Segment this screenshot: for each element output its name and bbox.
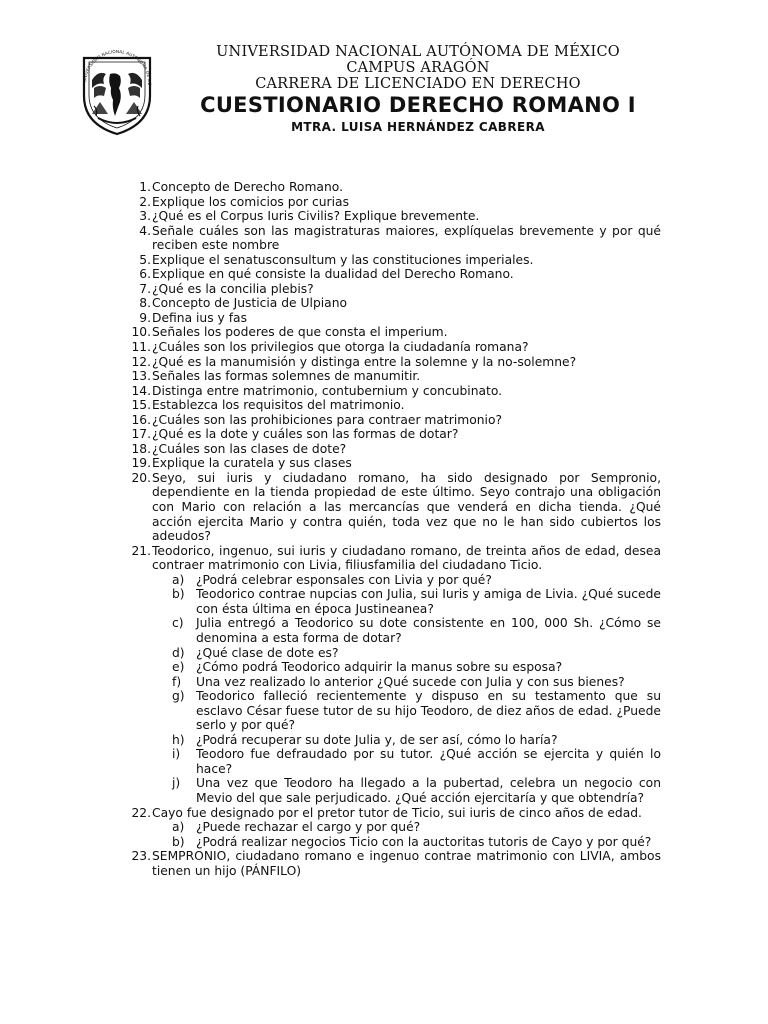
sub-question-label: d) (172, 645, 185, 660)
question-item (128, 195, 661, 210)
question-item (128, 282, 661, 297)
sub-question-list (152, 573, 661, 806)
question-item (128, 384, 661, 399)
question-text: Señales los poderes de que consta el imperium. (152, 325, 448, 340)
sub-question-text: Una vez que Teodoro ha llegado a la pubertad, celebra un negocio con Mevio del que sale perjudicado. ¿Qué acción ejercitaría y que obtendría? (196, 776, 661, 805)
question-item (128, 340, 661, 355)
sub-question-item (152, 733, 661, 748)
question-number: 15. (131, 398, 151, 413)
sub-question-text: Teodoro fue defraudado por su tutor. ¿Qué acción se ejercita y quién lo hace? (196, 747, 661, 776)
question-text: ¿Qué es la manumisión y distinga entre la solemne y la no-solemne? (152, 354, 577, 369)
question-text: Explique los comicios por curias (152, 194, 349, 209)
question-item (128, 413, 661, 428)
question-item (128, 471, 661, 544)
document-title: CUESTIONARIO DERECHO ROMANO I (200, 93, 636, 117)
svg-text:UNIVERSIDAD NACIONAL AUTÓNOMA: UNIVERSIDAD NACIONAL AUTÓNOMA DE MÉ (82, 48, 153, 86)
question-text: SEMPRONIO, ciudadano romano e ingenuo contrae matrimonio con LIVIA, ambos tienen un hijo (PÁNFILO) (152, 849, 661, 878)
question-number: 17. (131, 427, 151, 442)
question-text: ¿Cuáles son las clases de dote? (152, 441, 347, 456)
career-name: CARRERA DE LICENCIADO EN DERECHO (255, 76, 581, 92)
sub-question-item (152, 747, 661, 776)
question-item (128, 224, 661, 253)
sub-question-label: c) (172, 616, 184, 631)
question-text: Cayo fue designado por el pretor tutor de Ticio, sui iuris de cinco años de edad. (152, 805, 642, 820)
question-text: ¿Qué es el Corpus Iuris Civilis? Explique brevemente. (152, 209, 480, 224)
sub-question-text: ¿Cómo podrá Teodorico adquirir la manus sobre su esposa? (196, 660, 563, 675)
question-number: 14. (131, 383, 151, 398)
document-header (150, 44, 686, 135)
sub-question-item (152, 675, 661, 690)
question-number: 4. (139, 223, 151, 238)
sub-question-item (152, 820, 661, 835)
question-item (128, 267, 661, 282)
question-item (128, 806, 661, 850)
sub-question-text: ¿Podrá recuperar su dote Julia y, de ser así, cómo lo haría? (196, 732, 558, 747)
question-number: 20. (131, 470, 151, 485)
campus-name: CAMPUS ARAGÓN (346, 60, 490, 76)
question-item (128, 253, 661, 268)
sub-question-label: b) (172, 834, 185, 849)
teacher-name: MTRA. LUISA HERNÁNDEZ CABRERA (291, 120, 545, 134)
sub-question-label: h) (172, 732, 185, 747)
sub-question-item (152, 646, 661, 661)
question-number: 2. (139, 194, 151, 209)
question-text: Concepto de Justicia de Ulpiano (152, 296, 348, 311)
question-text: Explique la curatela y sus clases (152, 456, 352, 471)
question-item (128, 544, 661, 806)
question-number: 19. (131, 456, 151, 471)
sub-question-label: b) (172, 587, 185, 602)
sub-question-item (152, 776, 661, 805)
sub-question-text: ¿Qué clase de dote es? (196, 645, 339, 660)
question-text: Explique en qué consiste la dualidad del Derecho Romano. (152, 267, 514, 282)
question-text: ¿Qué es la concilia plebis? (152, 281, 314, 296)
sub-question-item (152, 689, 661, 733)
university-name: UNIVERSIDAD NACIONAL AUTÓNOMA DE MÉXICO (216, 44, 620, 60)
question-number: 16. (131, 412, 151, 427)
question-text: Señale cuáles son las magistraturas maiores, explíquelas brevemente y por qué reciben este nombre (152, 223, 661, 253)
sub-question-item (152, 616, 661, 645)
question-item (128, 355, 661, 370)
sub-question-item (152, 573, 661, 588)
question-number: 11. (131, 340, 151, 355)
question-number: 3. (139, 209, 151, 224)
question-text: ¿Cuáles son las prohibiciones para contraer matrimonio? (152, 412, 502, 427)
question-text: Establezca los requisitos del matrimonio. (152, 398, 405, 413)
sub-question-label: j) (172, 776, 181, 791)
sub-question-text: Julia entregó a Teodorico su dote consistente en 100, 000 Sh. ¿Cómo se denomina a esta forma de dotar? (196, 616, 661, 645)
sub-question-list (152, 820, 661, 849)
sub-question-text: Teodorico contrae nupcias con Julia, sui Iuris y amiga de Livia. ¿Qué sucede con ésta última en época Justineanea? (196, 587, 661, 616)
question-text: Teodorico, ingenuo, sui iuris y ciudadano romano, de treinta años de edad, desea contraer matrimonio con Livia, filiusfamilia del ciudadano Ticio. (152, 543, 661, 573)
question-item (128, 369, 661, 384)
sub-question-label: a) (172, 820, 185, 835)
sub-question-item (152, 587, 661, 616)
question-text: ¿Cuáles son los privilegios que otorga la ciudadanía romana? (152, 340, 529, 355)
question-item (128, 398, 661, 413)
question-item (128, 180, 661, 195)
question-text: ¿Qué es la dote y cuáles son las formas de dotar? (152, 427, 459, 442)
question-list (128, 180, 661, 878)
question-item (128, 427, 661, 442)
question-number: 10. (131, 325, 151, 340)
sub-question-text: ¿Podrá realizar negocios Ticio con la auctoritas tutoris de Cayo y por qué? (196, 834, 652, 849)
question-number: 21. (131, 543, 151, 558)
question-item (128, 849, 661, 878)
question-number: 12. (131, 354, 151, 369)
question-item (128, 325, 661, 340)
question-number: 1. (139, 180, 151, 194)
question-number: 7. (139, 281, 151, 296)
question-number: 5. (139, 252, 151, 267)
question-item (128, 311, 661, 326)
sub-question-label: e) (172, 660, 185, 675)
sub-question-label: i) (172, 747, 181, 762)
question-text: Distinga entre matrimonio, contubernium y concubinato. (152, 383, 503, 398)
sub-question-text: ¿Podrá celebrar esponsales con Livia y por qué? (196, 572, 492, 587)
question-number: 13. (131, 369, 151, 384)
sub-question-label: f) (172, 674, 182, 689)
sub-question-item (152, 660, 661, 675)
sub-question-text: Una vez realizado lo anterior ¿Qué sucede con Julia y con sus bienes? (196, 674, 625, 689)
question-number: 22. (131, 805, 151, 820)
sub-question-text: Teodorico falleció recientemente y dispuso en su testamento que su esclavo César fuese tutor de su hijo Teodoro, de diez años de edad. ¿Puede serlo y por qué? (196, 689, 661, 733)
question-text: Defina ius y fas (152, 310, 248, 325)
sub-question-item (152, 835, 661, 850)
sub-question-label: a) (172, 572, 185, 587)
question-item (128, 296, 661, 311)
question-item (128, 442, 661, 457)
unam-seal-icon (78, 44, 156, 136)
question-number: 23. (131, 849, 151, 864)
sub-question-label: g) (172, 689, 185, 704)
sub-question-text: ¿Puede rechazar el cargo y por qué? (196, 820, 421, 835)
question-number: 6. (139, 267, 151, 282)
question-text: Seyo, sui iuris y ciudadano romano, ha sido designado por Sempronio, dependiente en la tienda propiedad de este último. Seyo contrajo una obligación con Mario con relación a las mercancías que venderá en dicha tienda. ¿Qué acción ejercita Mario y contra quién, toda vez que no le han sido cubiertos los adeudos? (152, 470, 661, 544)
question-text: Explique el senatusconsultum y las constituciones imperiales. (152, 252, 534, 267)
question-item (128, 209, 661, 224)
question-text: Señales las formas solemnes de manumitir. (152, 369, 421, 384)
question-number: 18. (131, 441, 151, 456)
question-text: Concepto de Derecho Romano. (152, 180, 343, 194)
question-number: 8. (139, 296, 151, 311)
question-number: 9. (139, 310, 151, 325)
question-item (128, 456, 661, 471)
